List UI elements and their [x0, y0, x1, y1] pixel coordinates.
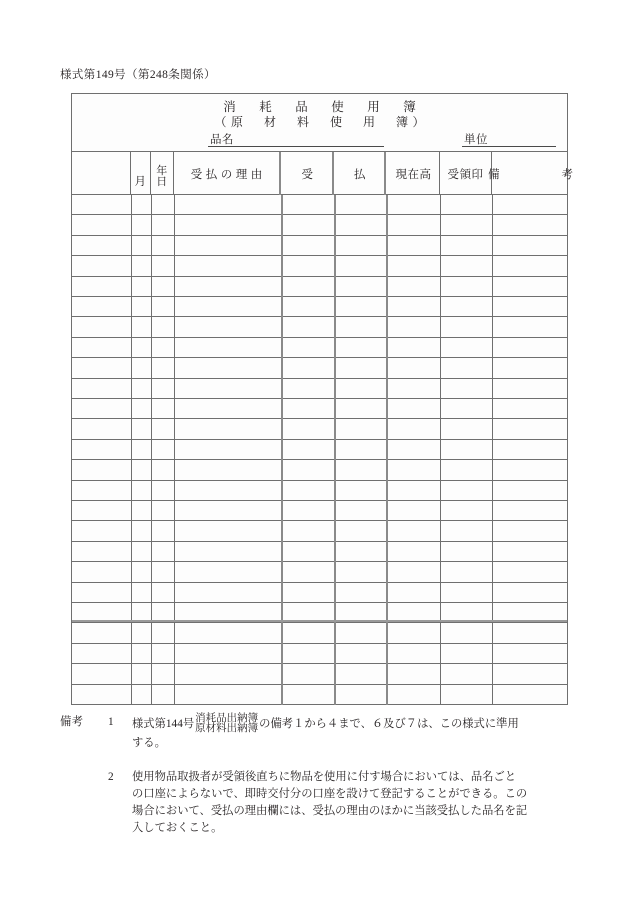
column-header-balance: 現在高 — [388, 152, 440, 195]
column-header-seal: 受領印 — [440, 152, 492, 195]
remark-2-line-4: 入しておくこと。 — [132, 822, 223, 834]
column-header-day: 日 — [156, 176, 168, 189]
remark-1-stacked-bottom: 原材料出納簿 — [195, 723, 259, 734]
remark-2-line-2: の口座によらないで、即時交付分の口座を設けて登記することができる。この — [132, 788, 528, 800]
remark-1-lead: 様式第144号 — [132, 718, 195, 731]
column-header-pay: 払 — [336, 152, 386, 195]
form-title: 消 耗 品 使 用 簿 — [223, 100, 422, 114]
column-rule-reason-receive — [281, 195, 283, 705]
remark-1-number: 1 — [108, 716, 114, 728]
table-title-block — [72, 94, 567, 152]
ledger-body — [72, 195, 567, 705]
remark-1-stacked-pair — [195, 714, 258, 735]
column-rule-balance-seal — [440, 195, 441, 705]
remark-1-continuation: する。 — [132, 737, 166, 749]
remark-item-2 — [60, 769, 580, 837]
remark-1-tail: の備考１から４まで、６及び７は、この様式に準用 — [259, 718, 519, 731]
column-header-year-day — [151, 152, 174, 195]
ledger-header-row — [72, 152, 586, 195]
remarks-section — [60, 714, 580, 837]
column-rule-receive-pay — [334, 195, 336, 705]
remark-1-body — [132, 714, 580, 752]
remark-2-line-1: 使用物品取扱者が受領後直ちに物品を使用に付す場合においては、品名ごと — [132, 771, 517, 783]
unit-input[interactable] — [462, 146, 556, 147]
column-header-remarks: 備 考 — [488, 168, 586, 181]
unit-label: 単位 — [464, 134, 488, 146]
column-header-receive: 受 — [283, 152, 334, 195]
remark-2-body — [132, 769, 580, 837]
column-header-year: 年 — [156, 164, 168, 177]
form-subtitle: （原 材 料 使 用 簿） — [214, 115, 429, 129]
column-header-reason: 受払の理由 — [174, 152, 281, 195]
item-name-input[interactable] — [208, 146, 384, 147]
column-header-blank — [72, 152, 131, 195]
usage-ledger-table — [71, 93, 586, 705]
column-rule-seal-remarks — [492, 195, 493, 705]
column-rule-day-reason — [174, 195, 175, 705]
header-fields — [72, 131, 567, 149]
remark-1-stacked-top: 消耗品出納簿 — [195, 712, 259, 724]
item-name-label: 品名 — [210, 134, 234, 146]
column-rule-blank-month — [131, 195, 132, 705]
column-header-month: 月 — [131, 152, 151, 195]
remark-2-number: 2 — [108, 771, 114, 783]
remark-2-line-3: 場合において、受払の理由欄には、受払の理由のほかに当該受払した品名を記 — [132, 805, 528, 817]
body-strong-rule — [72, 620, 567, 622]
remark-item-1 — [60, 714, 580, 752]
ledger-grid — [72, 152, 586, 705]
column-rule-month-day — [151, 195, 152, 705]
form-number: 様式第149号（第248条関係） — [60, 69, 216, 81]
column-rule-pay-balance — [386, 195, 388, 705]
remarks-label: 備考 — [60, 716, 84, 728]
